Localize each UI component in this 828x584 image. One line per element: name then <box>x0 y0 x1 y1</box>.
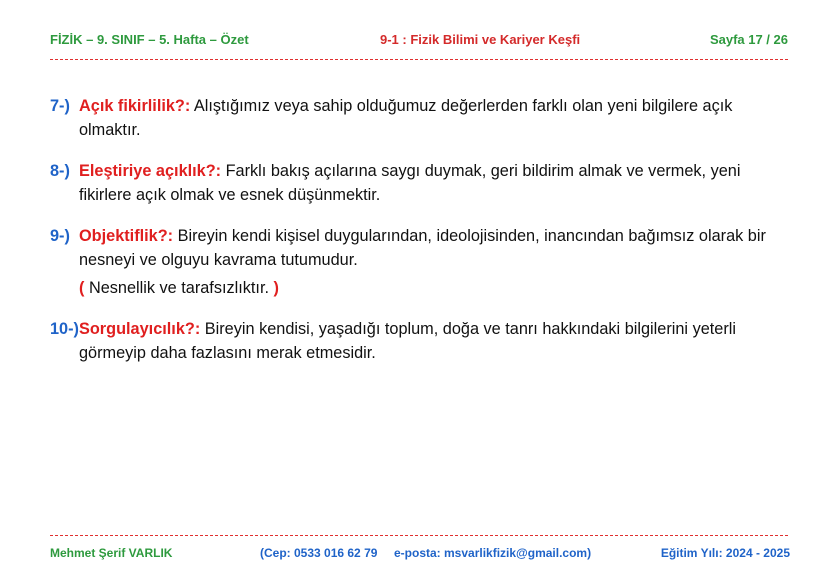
item-definition: Alıştığımız veya sahip olduğumuz değerlerden farklı olan yeni bilgilere açık olmaktır. <box>79 97 733 139</box>
item-term: Objektiflik?: <box>79 227 174 245</box>
footer-phone: (Cep: 0533 016 62 79 <box>260 546 378 560</box>
footer-school-year: Eğitim Yılı: 2024 - 2025 <box>660 546 790 560</box>
note-text: Nesnellik ve tarafsızlıktır. <box>84 279 274 297</box>
content-list <box>50 94 790 365</box>
header-divider <box>50 59 788 60</box>
list-item-8 <box>50 159 790 207</box>
item-number: 10-) <box>50 320 79 338</box>
item-definition: Bireyin kendisi, yaşadığı toplum, doğa ve tanrı hakkındaki bilgilerini yeterli görmeyip daha fazlasını merak etmesidir. <box>79 320 736 362</box>
item-term: Eleştiriye açıklık?: <box>79 162 222 180</box>
item-number: 8-) <box>50 162 70 180</box>
header-topic: 9-1 : Fizik Bilimi ve Kariyer Keşfi <box>380 32 581 47</box>
list-item-7 <box>50 94 790 142</box>
item-note <box>79 276 790 300</box>
header-page-number: Sayfa 17 / 26 <box>709 32 788 47</box>
note-close-paren: ) <box>273 279 279 297</box>
footer-email: e-posta: msvarlikfizik@gmail.com) <box>394 546 592 560</box>
item-term: Açık fikirlilik?: <box>79 97 191 115</box>
page-footer <box>50 546 790 564</box>
note-open-paren: ( <box>79 279 85 297</box>
item-term: Sorgulayıcılık?: <box>79 320 201 338</box>
footer-author: Mehmet Şerif VARLIK <box>50 546 173 560</box>
header-course: FİZİK – 9. SINIF – 5. Hafta – Özet <box>50 32 249 47</box>
item-definition: Farklı bakış açılarına saygı duymak, geri bildirim almak ve vermek, yeni fikirlere açık olmak ve esnek düşünmektir. <box>79 162 741 204</box>
item-definition: Bireyin kendi kişisel duygularından, ideolojisinden, inancından bağımsız olarak bir nesneyi ve olguyu kavrama tutumudur. <box>79 227 766 269</box>
list-item-9 <box>50 224 790 300</box>
list-item-10 <box>50 317 790 365</box>
item-number: 7-) <box>50 97 70 115</box>
footer-divider <box>50 535 788 536</box>
item-number: 9-) <box>50 227 70 245</box>
page-header <box>50 32 788 50</box>
